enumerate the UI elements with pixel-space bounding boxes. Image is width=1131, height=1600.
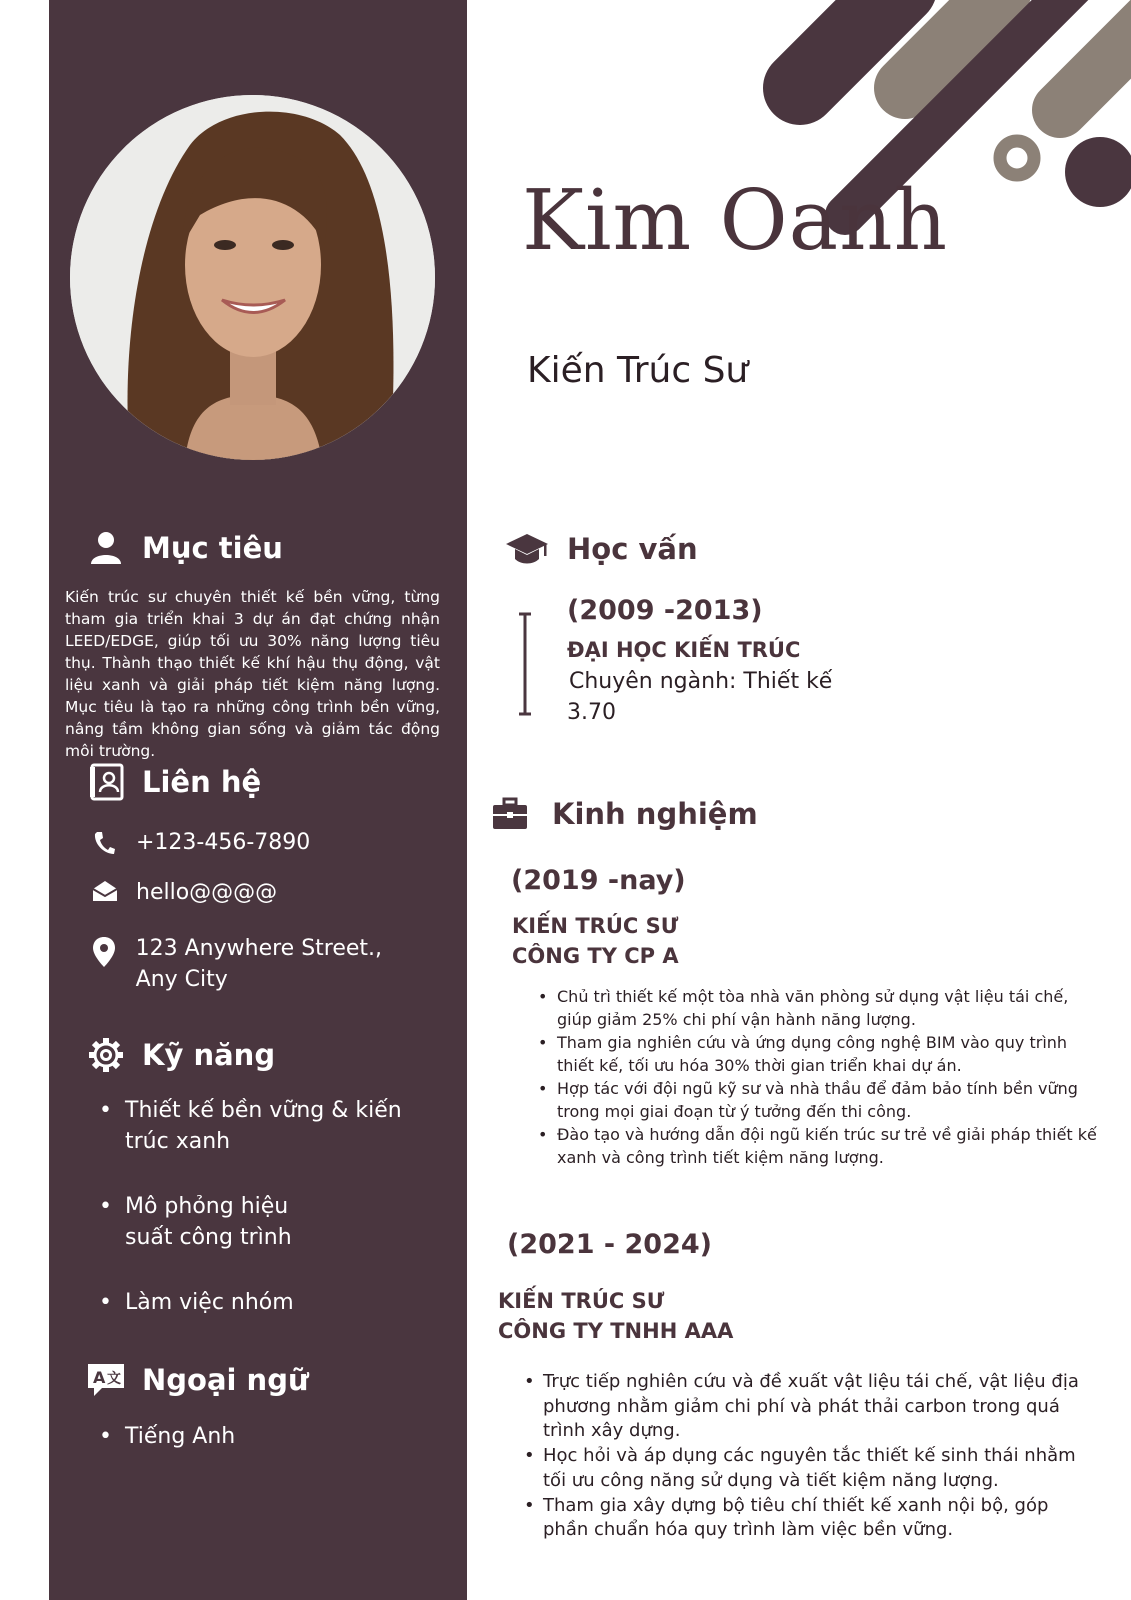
education-period: (2009 -2013)	[567, 595, 763, 626]
contact-address	[92, 933, 422, 995]
languages-list	[92, 1421, 235, 1452]
list-item: • Hợp tác với đội ngũ kỹ sư và nhà thầu để đảm bảo tính bền vững trong mọi giai đoạn từ ý tưởng đến thi công.	[557, 1077, 1097, 1123]
list-item: • Tiếng Anh	[92, 1421, 235, 1452]
list-item: • Đào tạo và hướng dẫn đội ngũ kiến trúc sư trẻ về giải pháp thiết kế xanh và công trình tiết kiệm năng lượng.	[557, 1123, 1097, 1169]
job-position: KIẾN TRÚC SƯ	[512, 914, 679, 938]
email-address: hello@@@@	[136, 880, 278, 905]
contact-title: Liên hệ	[142, 765, 262, 799]
contact-email[interactable]	[92, 877, 277, 911]
address-text: 123 Anywhere Street., Any City	[135, 936, 383, 992]
list-item: • Làm việc nhóm	[92, 1287, 432, 1318]
svg-text:A: A	[93, 1368, 106, 1387]
job-position: KIẾN TRÚC SƯ	[498, 1289, 665, 1313]
objective-text: Kiến trúc sư chuyên thiết kế bền vững, từng tham gia triển khai 3 dự án đạt chứng nhận LEED/EDGE, giúp tối ưu 30% năng lượng tiêu thụ. Thành thạo thiết kế khí hậu thụ động, vật liệu xanh và giải pháp tiết kiệm năng lượng. Mục tiêu là tạo ra những công trình bền vững, nâng tầm không gian sống và giảm tác động môi trường.	[65, 588, 440, 760]
skills-list	[92, 1095, 432, 1318]
list-item: • Trực tiếp nghiên cứu và đề xuất vật liệu tái chế, vật liệu địa phương nhằm giảm chi phí và phát thải carbon trong quá trình xây dựng.	[543, 1370, 1088, 1444]
list-item: • Học hỏi và áp dụng các nguyên tắc thiết kế sinh thái nhằm tối ưu công năng sử dụng và tiết kiệm năng lượng.	[543, 1444, 1088, 1493]
contact-card-icon	[90, 763, 124, 801]
translate-icon	[86, 1362, 126, 1398]
objective-title: Mục tiêu	[142, 531, 283, 565]
gear-icon	[88, 1037, 124, 1073]
profile-photo	[70, 95, 435, 460]
education-school: ĐẠI HỌC KIẾN TRÚC	[567, 638, 801, 662]
briefcase-icon	[492, 797, 528, 831]
list-item: • Chủ trì thiết kế một tòa nhà văn phòng sử dụng vật liệu tái chế, giúp giảm 25% chi phí vận hành năng lượng.	[557, 985, 1097, 1031]
list-item: • Tham gia xây dựng bộ tiêu chí thiết kế xanh nội bộ, góp phần chuẩn hóa quy trình làm việc bền vững.	[543, 1494, 1088, 1543]
envelope-icon	[92, 880, 120, 911]
list-item: • Mô phỏng hiệu suất công trình	[92, 1191, 325, 1253]
list-item: • Tham gia nghiên cứu và ứng dụng công nghệ BIM vào quy trình thiết kế, tối ưu hóa 30% thời gian triển khai dự án.	[557, 1031, 1097, 1077]
education-gpa: 3.70	[567, 700, 616, 725]
skills-title: Kỹ năng	[142, 1038, 276, 1072]
phone-icon	[92, 830, 120, 865]
timeline-marker	[517, 612, 533, 716]
experience-header	[492, 797, 758, 831]
person-name: Kim Oanh	[522, 172, 949, 269]
languages-header	[86, 1362, 309, 1398]
svg-text:文: 文	[107, 1371, 121, 1387]
job-bullets	[557, 985, 1097, 1169]
objective-header	[88, 530, 283, 566]
languages-title: Ngoại ngữ	[142, 1363, 309, 1397]
education-header	[505, 531, 698, 567]
job-company: CÔNG TY CP A	[512, 944, 679, 968]
contact-header	[90, 763, 261, 801]
job-period: (2019 -nay)	[511, 865, 686, 896]
person-icon	[88, 530, 124, 566]
job-period: (2021 - 2024)	[507, 1229, 712, 1260]
job-role: Kiến Trúc Sư	[527, 350, 749, 391]
list-item: • Thiết kế bền vững & kiến trúc xanh	[92, 1095, 432, 1157]
graduation-cap-icon	[505, 531, 549, 567]
job-company: CÔNG TY TNHH AAA	[498, 1319, 734, 1343]
map-pin-icon	[92, 936, 120, 977]
experience-title: Kinh nghiệm	[552, 797, 758, 831]
phone-number: +123-456-7890	[136, 830, 311, 855]
education-title: Học vấn	[567, 532, 698, 566]
contact-phone[interactable]	[92, 827, 310, 865]
skills-header	[88, 1037, 275, 1073]
education-major: Chuyên ngành: Thiết kế	[569, 669, 833, 694]
job-bullets	[543, 1370, 1088, 1543]
